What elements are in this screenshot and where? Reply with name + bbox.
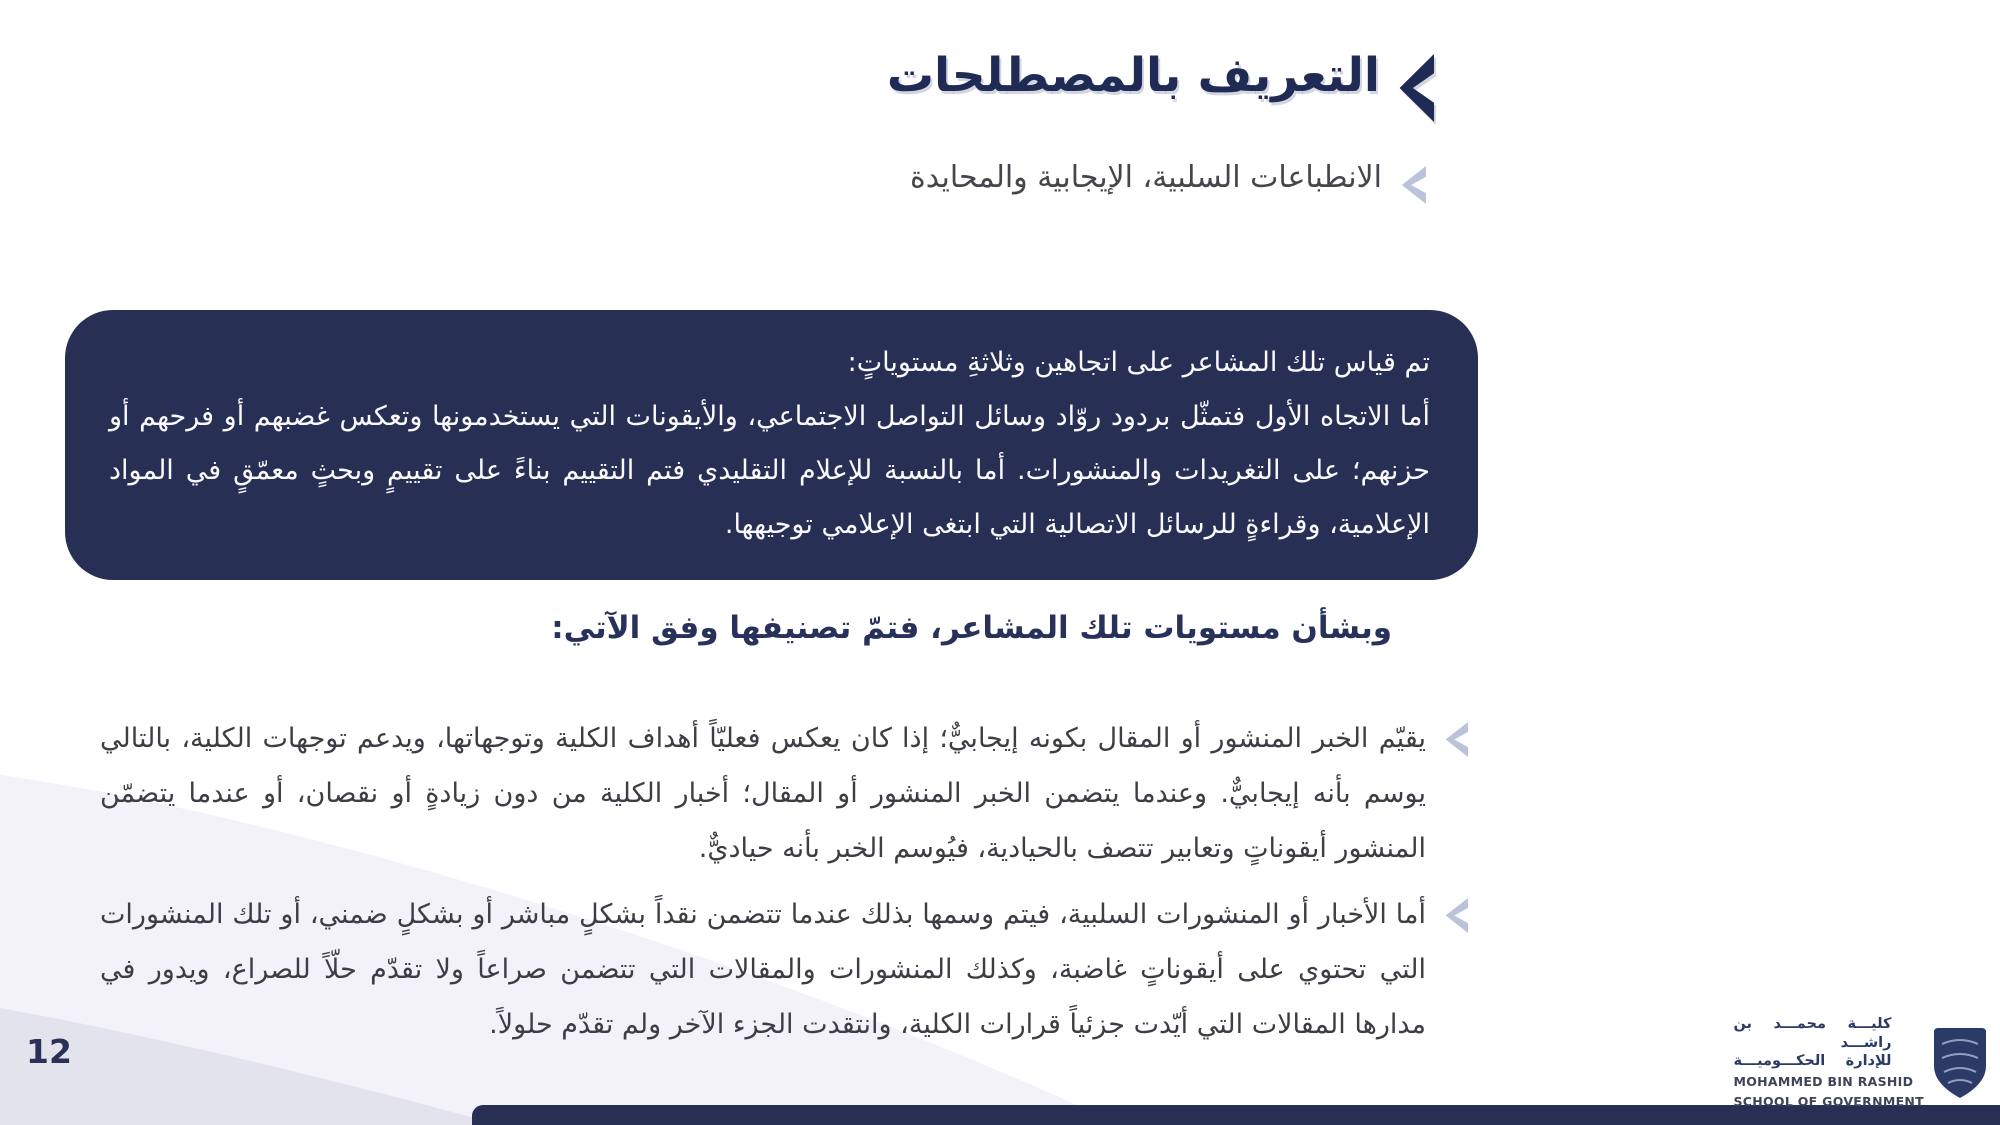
page-number: 12 bbox=[26, 1032, 72, 1071]
logo-english-line2: SCHOOL OF GOVERNMENT bbox=[1733, 1094, 1924, 1110]
logo-arabic-line1: كليـــة محمـــد بن راشـــد bbox=[1733, 1015, 1892, 1051]
list-item bbox=[100, 888, 1468, 1052]
chevron-left-icon bbox=[1398, 166, 1426, 204]
list-item-text: يقيّم الخبر المنشور أو المقال بكونه إيجابيٌّ؛ إذا كان يعكس فعليّاً أهداف الكلية وتوجهاتها، ويدعم توجهات الكلية، بالتالي يوسم بأنه إيجابيٌّ. وعندما يتضمن الخبر المنشور أو المقال؛ أخبار الكلية من دون زيادةٍ أو نقصان، أو عندما يتضمّن المنشور أيقوناتٍ وتعابير تتصف بالحيادية، فيُوسم الخبر بأنه حياديٌّ. bbox=[100, 723, 1426, 864]
school-logo-text bbox=[1733, 1015, 1924, 1111]
logo-arabic-line2: للإدارة الحكـــوميـــة bbox=[1733, 1053, 1892, 1070]
logo-english-line1: MOHAMMED BIN RASHID bbox=[1733, 1074, 1914, 1090]
school-logo bbox=[1733, 1015, 1986, 1111]
chevron-left-icon bbox=[1442, 898, 1468, 933]
page-subtitle: الانطباعات السلبية، الإيجابية والمحايدة bbox=[910, 160, 1382, 195]
shield-emblem-icon bbox=[1934, 1028, 1986, 1098]
highlight-box-intro: تم قياس تلك المشاعر على اتجاهين وثلاثةِ مستوياتٍ: bbox=[847, 347, 1430, 378]
chevron-left-icon bbox=[1394, 54, 1434, 122]
list-item-text: أما الأخبار أو المنشورات السلبية، فيتم وسمها بذلك عندما تتضمن نقداً بشكلٍ مباشر أو بشكلٍ ضمني، أو تلك المنشورات التي تحتوي على أيقوناتٍ غاضبة، وكذلك المنشورات والمقالات التي تتضمن صراعاً ولا تقدّم حلّاً للصراع، ويدور في مدارها المقالات التي أيّدت جزئياً قرارات الكلية، وانتقدت الجزء الآخر ولم تقدّم حلولاً. bbox=[100, 899, 1426, 1040]
bullet-list bbox=[100, 712, 1468, 1065]
section-heading: وبشأن مستويات تلك المشاعر، فتمّ تصنيفها وفق الآتي: bbox=[551, 610, 1392, 646]
list-item bbox=[100, 712, 1468, 876]
highlight-box bbox=[65, 310, 1478, 580]
chevron-left-icon bbox=[1442, 722, 1468, 757]
highlight-box-body: أما الاتجاه الأول فتمثّل بردود روّاد وسائل التواصل الاجتماعي، والأيقونات التي يستخدمونها وتعكس غضبهم أو فرحهم أو حزنهم؛ على التغريدات والمنشورات. أما بالنسبة للإعلام التقليدي فتم التقييم بناءً على تقييمٍ وبحثٍ معمّقٍ في المواد الإعلامية، وقراءةٍ للرسائل الاتصالية التي ابتغى الإعلامي توجيهها. bbox=[109, 401, 1430, 540]
page-title: التعريف بالمصطلحات bbox=[886, 48, 1380, 103]
